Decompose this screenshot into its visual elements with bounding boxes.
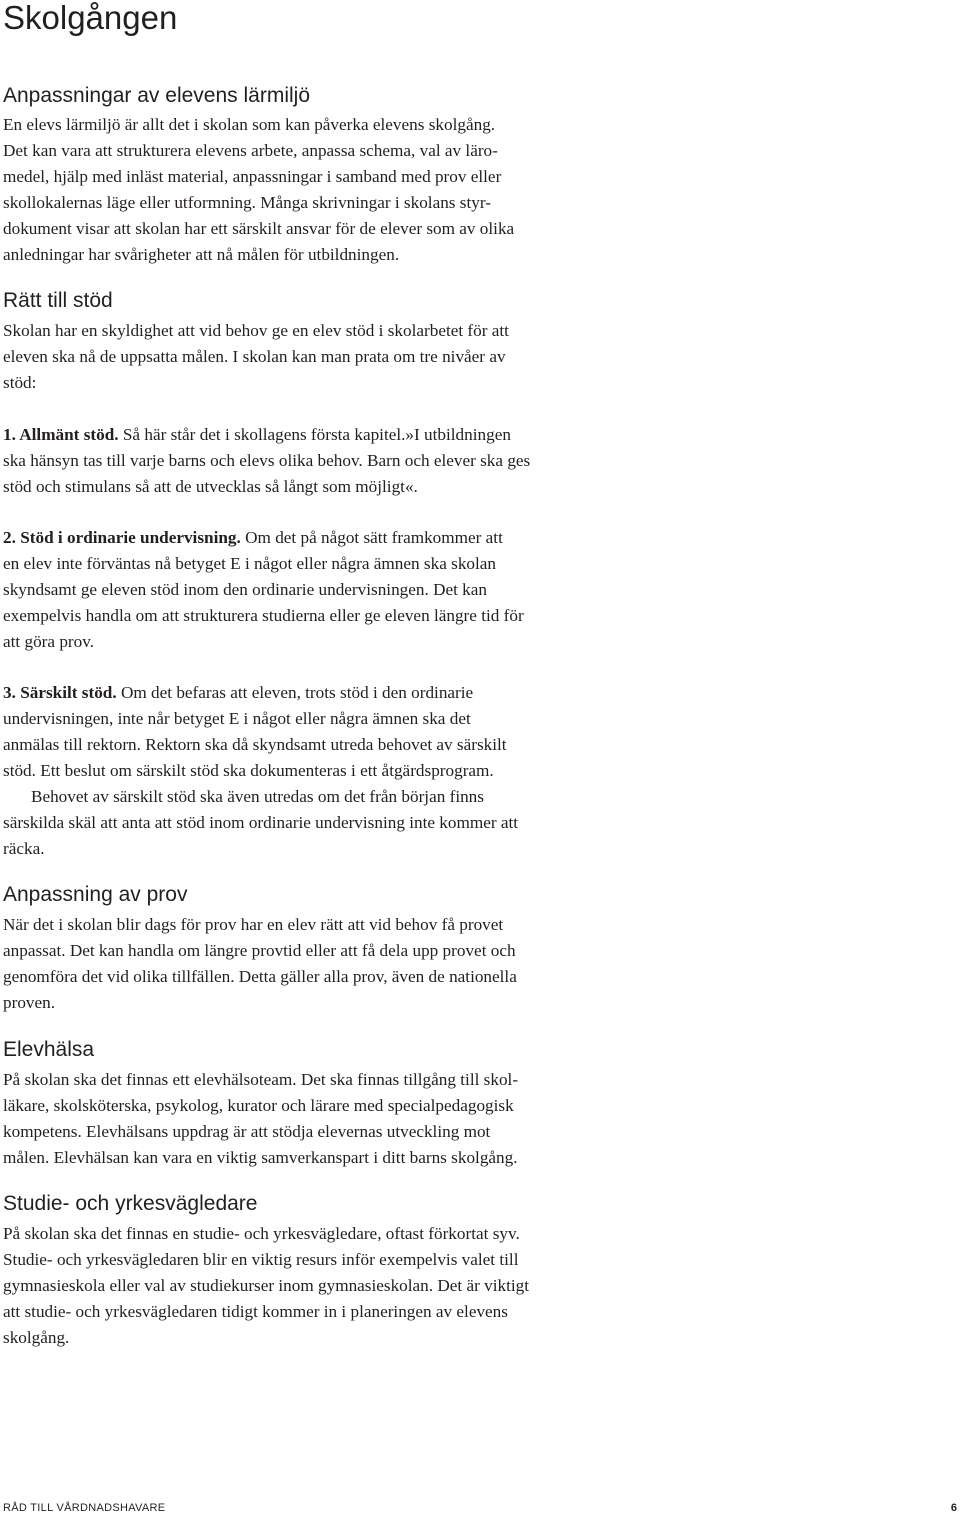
paragraph-line: att studie- och yrkesvägledaren tidigt kommer in i planeringen av elevens xyxy=(3,1302,508,1321)
paragraph-line: På skolan ska det finnas ett elevhälsoteam. Det ska finnas tillgång till skol- xyxy=(3,1070,519,1089)
support-level-3 xyxy=(3,680,518,862)
section-anpassningar xyxy=(3,83,310,109)
support-level-label: 1. Allmänt stöd. xyxy=(3,425,119,444)
paragraph-line: Så här står det i skollagens första kapitel.»I utbildningen xyxy=(118,425,511,444)
section-heading: Elevhälsa xyxy=(3,1038,95,1061)
paragraph-line: undervisningen, inte når betyget E i något eller några ämnen ska det xyxy=(3,709,471,728)
section-elevhalsa-body xyxy=(3,1067,518,1171)
section-syv xyxy=(3,1191,257,1217)
paragraph-line: På skolan ska det finnas en studie- och yrkesvägledare, oftast förkortat syv. xyxy=(3,1224,520,1243)
paragraph-line: Det kan vara att strukturera elevens arbete, anpassa schema, val av läro- xyxy=(3,141,498,160)
section-anpassningar-body xyxy=(3,112,514,268)
paragraph-line: stöd och stimulans så att de utvecklas så långt som möjligt«. xyxy=(3,477,418,496)
paragraph-line: exempelvis handla om att strukturera studierna eller ge eleven längre tid för xyxy=(3,606,524,625)
paragraph-line: räcka. xyxy=(3,839,45,858)
paragraph-line: läkare, skolsköterska, psykolog, kurator och lärare med specialpedagogisk xyxy=(3,1096,514,1115)
paragraph-line: genomföra det vid olika tillfällen. Detta gäller alla prov, även de nationella xyxy=(3,967,517,986)
paragraph-line: särskilda skäl att anta att stöd inom ordinarie undervisning inte kommer att xyxy=(3,813,519,832)
paragraph-line: ska hänsyn tas till varje barns och elevs olika behov. Barn och elever ska ges xyxy=(3,451,531,470)
section-heading: Anpassning av prov xyxy=(3,883,188,906)
section-anpassning-prov-body xyxy=(3,912,517,1016)
paragraph-line: När det i skolan blir dags för prov har en elev rätt att vid behov få provet xyxy=(3,915,504,934)
paragraph-line: anledningar har svårigheter att nå målen för utbildningen. xyxy=(3,245,400,264)
paragraph-line: eleven ska nå de uppsatta målen. I skolan kan man prata om tre nivåer av xyxy=(3,347,506,366)
paragraph-line: skolgång. xyxy=(3,1328,70,1347)
section-ratt-till-stod xyxy=(3,288,113,314)
support-level-1 xyxy=(3,422,530,500)
section-anpassning-prov xyxy=(3,882,187,908)
footer-publication-title: RÅD TILL VÅRDNADSHAVARE xyxy=(3,1502,166,1514)
section-heading: Studie- och yrkesvägledare xyxy=(3,1192,258,1215)
paragraph-line: kompetens. Elevhälsans uppdrag är att stödja elevernas utveckling mot xyxy=(3,1122,491,1141)
paragraph-line: stöd. Ett beslut om särskilt stöd ska dokumenteras i ett åtgärdsprogram. xyxy=(3,761,494,780)
section-heading: Rätt till stöd xyxy=(3,289,113,312)
section-ratt-till-stod-body xyxy=(3,318,509,396)
paragraph-line: En elevs lärmiljö är allt det i skolan som kan påverka elevens skolgång. xyxy=(3,115,496,134)
paragraph-line: att göra prov. xyxy=(3,632,94,651)
page-number: 6 xyxy=(950,1502,957,1514)
section-heading: Anpassningar av elevens lärmiljö xyxy=(3,84,310,107)
paragraph-line: stöd: xyxy=(3,373,37,392)
paragraph-line: dokument visar att skolan har ett särskilt ansvar för de elever som av olika xyxy=(3,219,515,238)
paragraph-line: proven. xyxy=(3,993,56,1012)
paragraph-line: skollokalernas läge eller utformning. Många skrivningar i skolans styr- xyxy=(3,193,491,212)
paragraph-line: Skolan har en skyldighet att vid behov ge en elev stöd i skolarbetet för att xyxy=(3,321,509,340)
paragraph-line: Studie- och yrkesvägledaren blir en viktig resurs inför exempelvis valet till xyxy=(3,1250,519,1269)
section-elevhalsa xyxy=(3,1037,94,1063)
support-level-label: 3. Särskilt stöd. xyxy=(3,683,117,702)
paragraph-line: Om det befaras att eleven, trots stöd i den ordinarie xyxy=(116,683,474,702)
paragraph-line: gymnasieskola eller val av studiekurser inom gymnasieskolan. Det är viktigt xyxy=(3,1276,530,1295)
paragraph-line: skyndsamt ge eleven stöd inom den ordinarie undervisningen. Det kan xyxy=(3,580,488,599)
section-syv-body xyxy=(3,1221,529,1351)
paragraph-line: anpassat. Det kan handla om längre provtid eller att få dela upp provet och xyxy=(3,941,516,960)
support-level-label: 2. Stöd i ordinarie undervisning. xyxy=(3,528,241,547)
support-level-2 xyxy=(3,525,524,655)
paragraph-line: anmälas till rektorn. Rektorn ska då skyndsamt utreda behovet av särskilt xyxy=(3,735,507,754)
paragraph-line: Om det på något sätt framkommer att xyxy=(240,528,503,547)
page-title: Skolgången xyxy=(3,0,178,36)
paragraph-line: Behovet av särskilt stöd ska även utredas om det från början finns xyxy=(31,787,484,806)
paragraph-line: målen. Elevhälsan kan vara en viktig samverkanspart i ditt barns skolgång. xyxy=(3,1148,518,1167)
paragraph-line: en elev inte förväntas nå betyget E i något eller några ämnen ska skolan xyxy=(3,554,496,573)
paragraph-line: medel, hjälp med inläst material, anpassningar i samband med prov eller xyxy=(3,167,502,186)
